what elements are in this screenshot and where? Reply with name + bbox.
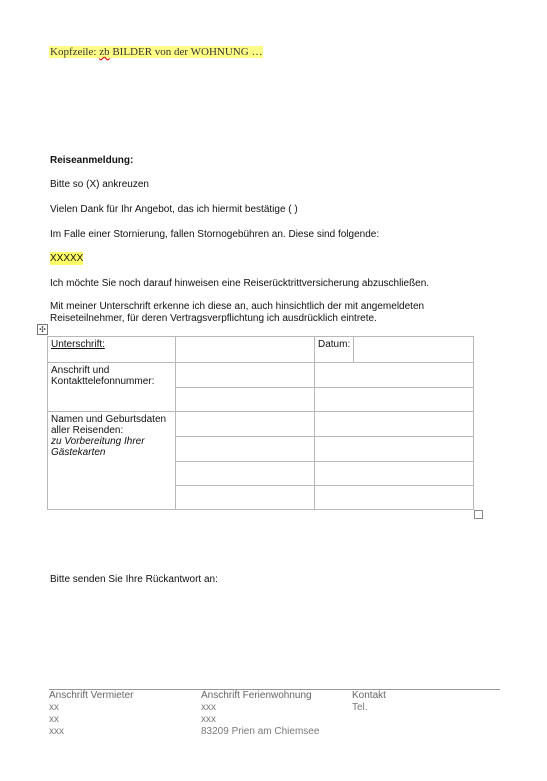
date-label: Datum:	[318, 339, 351, 350]
address-input-cell-2b[interactable]	[315, 388, 474, 412]
footer-contact-heading: Kontakt	[352, 690, 386, 701]
footer-landlord-line: xx	[49, 702, 59, 713]
document-title: Reiseanmeldung:	[50, 155, 134, 166]
names-note: zu Vorbereitung Ihrer Gästekarten	[51, 436, 145, 458]
storno-text: Im Falle einer Stornierung, fallen Stornogebühren an. Diese sind folgende:	[50, 229, 380, 240]
names-input-cell-2b[interactable]	[315, 437, 474, 462]
footer-col-landlord	[49, 690, 133, 738]
footer-apartment-line: 83209 Prien am Chiemsee	[201, 726, 320, 737]
date-input-cell[interactable]	[354, 337, 474, 363]
header-prefix: Kopfzeile:	[50, 46, 100, 58]
names-input-cell-3a[interactable]	[176, 462, 315, 486]
names-input-cell-3b[interactable]	[315, 462, 474, 486]
footer-contact-line: Tel.	[352, 702, 368, 713]
date-label-cell	[315, 337, 354, 363]
footer-apartment-heading: Anschrift Ferienwohnung	[201, 690, 312, 701]
storno-placeholder: XXXXX	[50, 253, 84, 264]
names-input-cell-2a[interactable]	[176, 437, 315, 462]
names-input-cell-1a[interactable]	[176, 412, 315, 437]
address-input-cell-1a[interactable]	[176, 363, 315, 388]
header-rest: BILDER von der WOHNUNG …	[109, 46, 263, 58]
footer-col-apartment	[201, 690, 319, 738]
footer-apartment-line: xxx	[201, 702, 216, 713]
names-input-cell-4b[interactable]	[315, 486, 474, 510]
registration-form-table	[47, 336, 474, 510]
footer-landlord-line: xx	[49, 714, 59, 725]
table-resize-handle[interactable]	[474, 510, 483, 519]
footer-col-contact	[352, 690, 386, 714]
insurance-text: Ich möchte Sie noch darauf hinweisen eine Reiserücktrittversicherung abzuschließen.	[50, 278, 430, 289]
instruction-text: Bitte so (X) ankreuzen	[50, 179, 149, 190]
address-label-cell	[48, 363, 176, 412]
thanks-text: Vielen Dank für Ihr Angebot, das ich hiermit bestätige ( )	[50, 204, 298, 215]
names-label: Namen und Geburtsdaten aller Reisenden:	[51, 414, 167, 436]
signature-label: Unterschrift:	[51, 339, 105, 350]
address-input-cell-1b[interactable]	[315, 363, 474, 388]
header-zb: zb	[99, 46, 110, 58]
signature-input-cell[interactable]	[176, 337, 315, 363]
address-label: Anschrift und Kontakttelefonnummer:	[51, 365, 155, 387]
page-header	[49, 46, 263, 58]
names-input-cell-4a[interactable]	[176, 486, 315, 510]
signature-text-line1: Mit meiner Unterschrift erkenne ich diese an, auch hinsichtlich der mit angemeldeten	[50, 301, 425, 312]
names-input-cell-1b[interactable]	[315, 412, 474, 437]
table-move-handle-icon[interactable]: ✣	[37, 324, 48, 335]
footer-landlord-heading: Anschrift Vermieter	[49, 690, 134, 701]
signature-text-line2: Reiseteilnehmer, für deren Vertragsverpflichtung ich ausdrücklich eintrete.	[50, 313, 377, 324]
signature-label-cell	[48, 337, 176, 363]
reply-text: Bitte senden Sie Ihre Rückantwort an:	[50, 574, 218, 585]
names-label-cell	[48, 412, 176, 510]
footer-landlord-line: xxx	[49, 726, 64, 737]
footer-apartment-line: xxx	[201, 714, 216, 725]
address-input-cell-2a[interactable]	[176, 388, 315, 412]
